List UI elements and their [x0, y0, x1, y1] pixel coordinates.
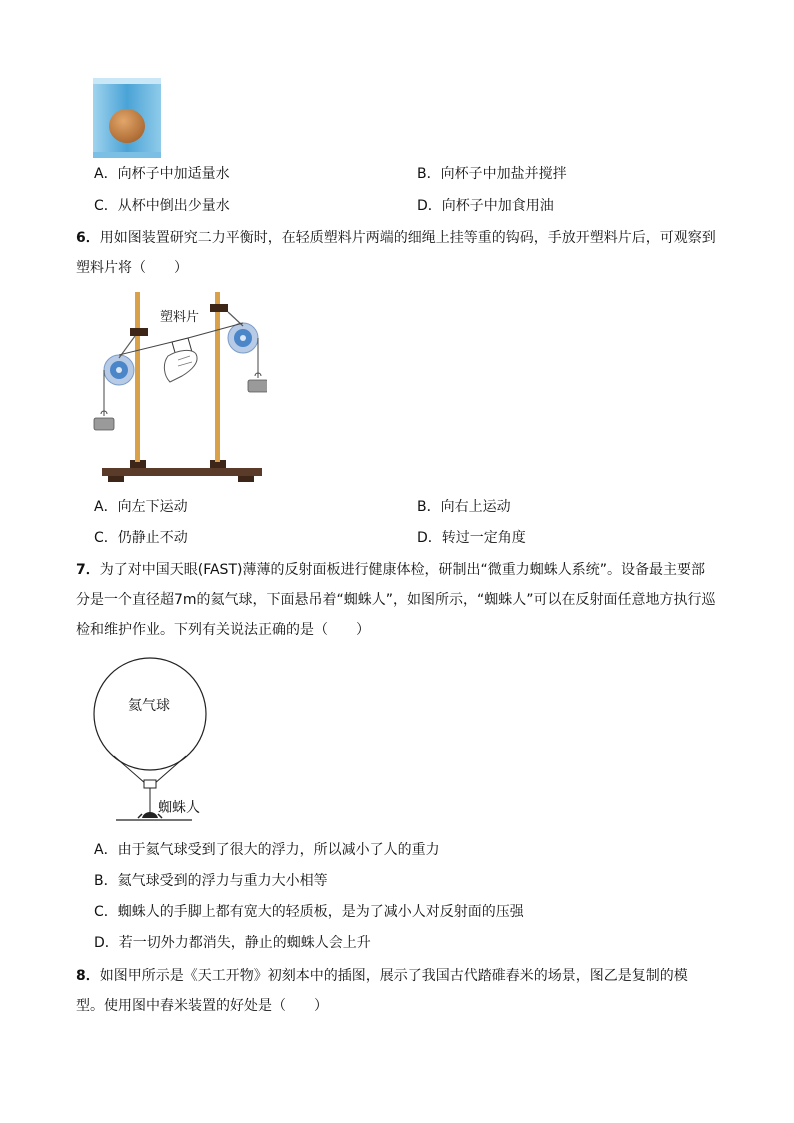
q6-option-b[interactable]: B．向右上运动	[417, 499, 511, 515]
q6-option-a[interactable]: A．向左下运动	[94, 499, 188, 515]
q7-balloon-label: 氦气球	[128, 698, 170, 714]
q6-figure-label: 塑料片	[160, 310, 200, 325]
q6-number: 6．	[76, 230, 100, 246]
q5-option-a[interactable]: A．向杯子中加适量水	[94, 166, 230, 182]
q7-figure-balloon	[92, 656, 222, 828]
q7-option-c[interactable]: C．蜘蛛人的手脚上都有宽大的轻质板，是为了减小人对反射面的压强	[94, 904, 524, 920]
q7-option-b[interactable]: B．氦气球受到的浮力与重力大小相等	[94, 873, 328, 889]
q6-option-c[interactable]: C．仍静止不动	[94, 530, 188, 546]
q7-person-label: 蜘蛛人	[158, 800, 200, 816]
q5-option-d[interactable]: D．向杯子中加食用油	[417, 198, 554, 214]
q7-stem-line3: 检和维护作业。下列有关说法正确的是（ ）	[76, 622, 370, 638]
q7-option-a[interactable]: A．由于氦气球受到了很大的浮力，所以减小了人的重力	[94, 842, 440, 858]
q5-option-c[interactable]: C．从杯中倒出少量水	[94, 198, 230, 214]
q7-stem-line2: 分是一个直径超7m的氦气球，下面悬吊着“蜘蛛人”，如图所示，“蜘蛛人”可以在反射面任意地方执行巡	[76, 592, 716, 608]
q7-stem-line1: 7．为了对中国天眼(FAST)薄薄的反射面板进行健康体检，研制出“微重力蜘蛛人系统”。设备最主要部	[76, 562, 705, 578]
q8-stem-line1: 8．如图甲所示是《天工开物》初刻本中的插图，展示了我国古代踏碓舂米的场景，图乙是复制的模	[76, 968, 688, 984]
q5-option-b[interactable]: B．向杯子中加盐并搅拌	[417, 166, 567, 182]
q5-figure-beaker	[93, 78, 161, 158]
q8-number: 8．	[76, 968, 100, 984]
q8-stem-line2: 型。使用图中舂米装置的好处是（ ）	[76, 998, 328, 1014]
egg-shape	[109, 109, 145, 143]
q6-stem-line2: 塑料片将（ ）	[76, 260, 188, 276]
q7-number: 7．	[76, 562, 100, 578]
q6-option-d[interactable]: D．转过一定角度	[417, 530, 526, 546]
q6-stem-line1: 6．用如图装置研究二力平衡时，在轻质塑料片两端的细绳上挂等重的钩码，手放开塑料片后，可观察到	[76, 230, 716, 246]
q7-option-d[interactable]: D．若一切外力都消失，静止的蜘蛛人会上升	[94, 935, 371, 951]
